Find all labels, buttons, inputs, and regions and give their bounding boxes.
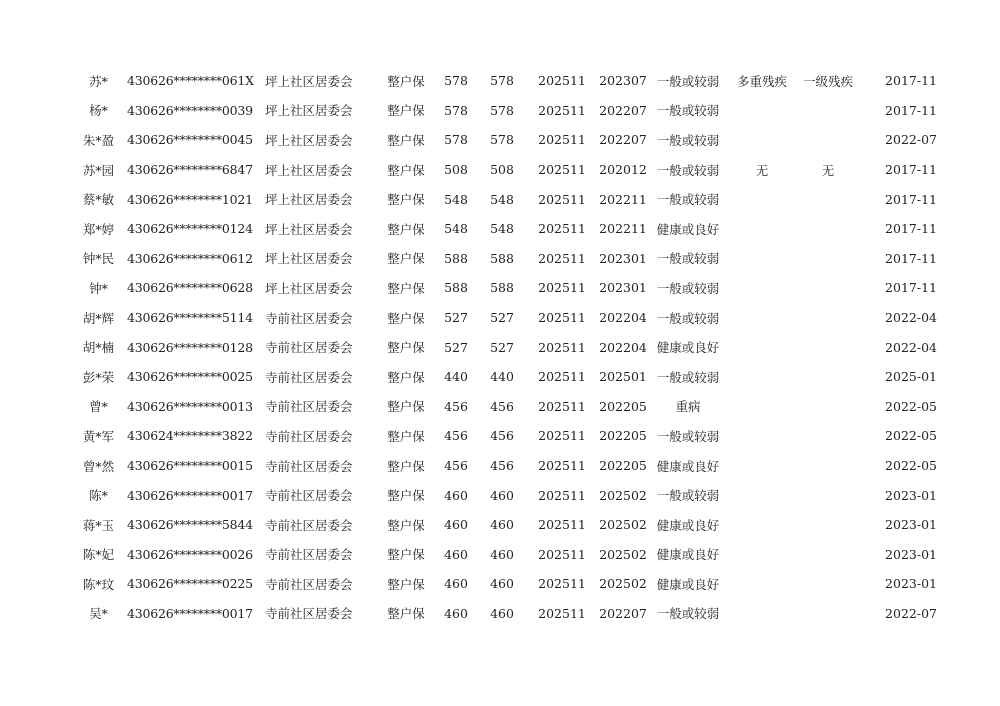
standard-cell: 460 (444, 487, 468, 503)
disability-cell (727, 362, 797, 392)
table-row (70, 421, 937, 451)
id-number-cell: 430626********5844 (127, 517, 253, 533)
community-cell: 坪上社区居委会 (265, 162, 353, 178)
period-start-cell: 202207 (599, 605, 647, 621)
period-end-cell: 202511 (538, 73, 586, 89)
health-cell: 健康或良好 (656, 458, 720, 474)
id-number-cell: 430624********3822 (127, 428, 253, 444)
health-cell: 一般或较弱 (656, 162, 720, 178)
disability-level-cell (797, 569, 859, 599)
disability-cell (727, 451, 797, 481)
period-start-cell: 202211 (599, 221, 647, 237)
period-end-cell: 202511 (538, 458, 586, 474)
standard-cell: 578 (444, 73, 468, 89)
disability-level-cell (797, 332, 859, 362)
amount-cell: 460 (490, 517, 514, 533)
standard-cell: 460 (444, 546, 468, 562)
community-cell: 坪上社区居委会 (265, 221, 353, 237)
standard-cell: 456 (444, 398, 468, 414)
health-cell: 一般或较弱 (656, 132, 720, 148)
name-cell: 陈* (89, 488, 108, 504)
standard-cell: 460 (444, 517, 468, 533)
security-type-cell: 整户保 (387, 399, 425, 415)
name-cell: 钟* (89, 280, 108, 296)
standard-cell: 588 (444, 280, 468, 296)
amount-cell: 460 (490, 546, 514, 562)
disability-cell (727, 332, 797, 362)
security-type-cell: 整户保 (387, 251, 425, 267)
disability-level-cell (797, 96, 859, 126)
subsistence-roster-table (70, 66, 937, 628)
table-row (70, 510, 937, 540)
disability-level-cell (797, 599, 859, 629)
period-start-cell: 202502 (599, 517, 647, 533)
date-cell: 2022-05 (885, 428, 937, 444)
community-cell: 寺前社区居委会 (265, 517, 353, 533)
community-cell: 坪上社区居委会 (265, 103, 353, 119)
period-end-cell: 202511 (538, 132, 586, 148)
period-end-cell: 202511 (538, 162, 586, 178)
date-cell: 2022-05 (885, 458, 937, 474)
table-row (70, 184, 937, 214)
period-end-cell: 202511 (538, 546, 586, 562)
amount-cell: 527 (490, 339, 514, 355)
amount-cell: 456 (490, 428, 514, 444)
community-cell: 寺前社区居委会 (265, 606, 353, 622)
health-cell: 重病 (675, 399, 701, 415)
id-number-cell: 430626********0124 (127, 221, 253, 237)
health-cell: 一般或较弱 (656, 73, 720, 89)
date-cell: 2022-07 (885, 605, 937, 621)
health-cell: 健康或良好 (656, 547, 720, 563)
id-number-cell: 430626********0039 (127, 102, 253, 118)
period-end-cell: 202511 (538, 605, 586, 621)
name-cell: 胡*楠 (82, 340, 115, 356)
standard-cell: 456 (444, 458, 468, 474)
disability-cell (727, 510, 797, 540)
security-type-cell: 整户保 (387, 221, 425, 237)
period-end-cell: 202511 (538, 191, 586, 207)
community-cell: 寺前社区居委会 (265, 369, 353, 385)
table-row (70, 599, 937, 629)
community-cell: 坪上社区居委会 (265, 192, 353, 208)
period-start-cell: 202207 (599, 132, 647, 148)
date-cell: 2017-11 (885, 250, 937, 266)
date-cell: 2017-11 (885, 102, 937, 118)
id-number-cell: 430626********0017 (127, 605, 253, 621)
date-cell: 2017-11 (885, 191, 937, 207)
table-row (70, 451, 937, 481)
security-type-cell: 整户保 (387, 280, 425, 296)
period-start-cell: 202205 (599, 458, 647, 474)
name-cell: 彭*荣 (82, 369, 115, 385)
security-type-cell: 整户保 (387, 488, 425, 504)
amount-cell: 578 (490, 73, 514, 89)
standard-cell: 527 (444, 339, 468, 355)
date-cell: 2023-01 (885, 576, 937, 592)
table-row (70, 214, 937, 244)
date-cell: 2017-11 (885, 221, 937, 237)
period-start-cell: 202301 (599, 280, 647, 296)
disability-level-cell (797, 273, 859, 303)
health-cell: 一般或较弱 (656, 428, 720, 444)
disability-cell (727, 96, 797, 126)
disability-cell: 多重残疾 (736, 73, 787, 89)
id-number-cell: 430626********0612 (127, 250, 253, 266)
health-cell: 一般或较弱 (656, 369, 720, 385)
disability-level-cell (797, 303, 859, 333)
disability-cell (727, 273, 797, 303)
id-number-cell: 430626********0628 (127, 280, 253, 296)
table-row (70, 392, 937, 422)
community-cell: 寺前社区居委会 (265, 340, 353, 356)
community-cell: 坪上社区居委会 (265, 280, 353, 296)
date-cell: 2017-11 (885, 162, 937, 178)
date-cell: 2022-04 (885, 339, 937, 355)
id-number-cell: 430626********1021 (127, 191, 253, 207)
amount-cell: 460 (490, 605, 514, 621)
standard-cell: 578 (444, 132, 468, 148)
period-start-cell: 202207 (599, 102, 647, 118)
standard-cell: 460 (444, 576, 468, 592)
id-number-cell: 430626********0225 (127, 576, 253, 592)
date-cell: 2017-11 (885, 280, 937, 296)
disability-cell (727, 184, 797, 214)
disability-level-cell (797, 184, 859, 214)
security-type-cell: 整户保 (387, 517, 425, 533)
disability-cell (727, 480, 797, 510)
health-cell: 一般或较弱 (656, 192, 720, 208)
period-start-cell: 202307 (599, 73, 647, 89)
id-number-cell: 430626********0128 (127, 339, 253, 355)
amount-cell: 460 (490, 487, 514, 503)
amount-cell: 527 (490, 310, 514, 326)
amount-cell: 578 (490, 132, 514, 148)
period-end-cell: 202511 (538, 369, 586, 385)
table-row (70, 540, 937, 570)
disability-level-cell (797, 214, 859, 244)
table-row (70, 96, 937, 126)
health-cell: 一般或较弱 (656, 280, 720, 296)
disability-level-cell (797, 244, 859, 274)
id-number-cell: 430626********6847 (127, 162, 253, 178)
disability-level-cell (797, 480, 859, 510)
disability-cell (727, 244, 797, 274)
disability-cell (727, 303, 797, 333)
security-type-cell: 整户保 (387, 458, 425, 474)
community-cell: 坪上社区居委会 (265, 251, 353, 267)
table-row (70, 66, 937, 96)
name-cell: 苏*园 (82, 162, 115, 178)
security-type-cell: 整户保 (387, 132, 425, 148)
health-cell: 一般或较弱 (656, 606, 720, 622)
id-number-cell: 430626********0017 (127, 487, 253, 503)
standard-cell: 588 (444, 250, 468, 266)
security-type-cell: 整户保 (387, 547, 425, 563)
table-row (70, 125, 937, 155)
name-cell: 钟*民 (82, 251, 115, 267)
name-cell: 蒋*玉 (82, 517, 115, 533)
period-end-cell: 202511 (538, 576, 586, 592)
security-type-cell: 整户保 (387, 73, 425, 89)
disability-cell (727, 599, 797, 629)
date-cell: 2025-01 (885, 369, 937, 385)
security-type-cell: 整户保 (387, 162, 425, 178)
disability-level-cell (797, 510, 859, 540)
health-cell: 一般或较弱 (656, 103, 720, 119)
name-cell: 杨* (89, 103, 108, 119)
name-cell: 胡*辉 (82, 310, 115, 326)
name-cell: 黄*军 (82, 428, 115, 444)
name-cell: 吴* (89, 606, 108, 622)
table-row (70, 273, 937, 303)
disability-level-cell: 一级残疾 (802, 73, 853, 89)
table-row (70, 303, 937, 333)
name-cell: 陈*妃 (82, 547, 115, 563)
period-end-cell: 202511 (538, 221, 586, 237)
standard-cell: 548 (444, 221, 468, 237)
amount-cell: 440 (490, 369, 514, 385)
community-cell: 寺前社区居委会 (265, 458, 353, 474)
security-type-cell: 整户保 (387, 192, 425, 208)
standard-cell: 508 (444, 162, 468, 178)
id-number-cell: 430626********0015 (127, 458, 253, 474)
id-number-cell: 430626********0045 (127, 132, 253, 148)
period-end-cell: 202511 (538, 487, 586, 503)
standard-cell: 440 (444, 369, 468, 385)
standard-cell: 578 (444, 102, 468, 118)
period-start-cell: 202301 (599, 250, 647, 266)
community-cell: 寺前社区居委会 (265, 310, 353, 326)
amount-cell: 508 (490, 162, 514, 178)
period-start-cell: 202204 (599, 339, 647, 355)
disability-level-cell: 无 (821, 162, 835, 178)
period-start-cell: 202502 (599, 546, 647, 562)
standard-cell: 456 (444, 428, 468, 444)
disability-level-cell (797, 421, 859, 451)
period-start-cell: 202502 (599, 576, 647, 592)
id-number-cell: 430626********0026 (127, 546, 253, 562)
roster-body (70, 66, 937, 628)
health-cell: 健康或良好 (656, 576, 720, 592)
amount-cell: 588 (490, 280, 514, 296)
period-start-cell: 202501 (599, 369, 647, 385)
period-start-cell: 202012 (599, 162, 647, 178)
health-cell: 健康或良好 (656, 517, 720, 533)
period-start-cell: 202205 (599, 428, 647, 444)
community-cell: 寺前社区居委会 (265, 547, 353, 563)
id-number-cell: 430626********5114 (127, 310, 253, 326)
amount-cell: 588 (490, 250, 514, 266)
security-type-cell: 整户保 (387, 340, 425, 356)
period-start-cell: 202502 (599, 487, 647, 503)
security-type-cell: 整户保 (387, 606, 425, 622)
name-cell: 曾* (89, 399, 108, 415)
disability-level-cell (797, 451, 859, 481)
period-end-cell: 202511 (538, 310, 586, 326)
period-end-cell: 202511 (538, 280, 586, 296)
disability-level-cell (797, 392, 859, 422)
period-end-cell: 202511 (538, 517, 586, 533)
period-end-cell: 202511 (538, 428, 586, 444)
name-cell: 郑*婷 (82, 221, 115, 237)
name-cell: 陈*玟 (82, 576, 115, 592)
table-row (70, 569, 937, 599)
disability-level-cell (797, 125, 859, 155)
community-cell: 寺前社区居委会 (265, 488, 353, 504)
table-row (70, 244, 937, 274)
name-cell: 蔡*敏 (82, 192, 115, 208)
period-end-cell: 202511 (538, 102, 586, 118)
table-row (70, 480, 937, 510)
amount-cell: 548 (490, 221, 514, 237)
security-type-cell: 整户保 (387, 428, 425, 444)
date-cell: 2022-05 (885, 398, 937, 414)
amount-cell: 578 (490, 102, 514, 118)
community-cell: 寺前社区居委会 (265, 576, 353, 592)
community-cell: 坪上社区居委会 (265, 132, 353, 148)
date-cell: 2023-01 (885, 487, 937, 503)
health-cell: 一般或较弱 (656, 251, 720, 267)
community-cell: 寺前社区居委会 (265, 428, 353, 444)
disability-cell (727, 392, 797, 422)
security-type-cell: 整户保 (387, 369, 425, 385)
amount-cell: 456 (490, 458, 514, 474)
amount-cell: 456 (490, 398, 514, 414)
disability-cell (727, 421, 797, 451)
disability-cell (727, 569, 797, 599)
period-start-cell: 202211 (599, 191, 647, 207)
period-start-cell: 202204 (599, 310, 647, 326)
name-cell: 苏* (89, 73, 108, 89)
security-type-cell: 整户保 (387, 310, 425, 326)
date-cell: 2022-07 (885, 132, 937, 148)
health-cell: 一般或较弱 (656, 310, 720, 326)
security-type-cell: 整户保 (387, 103, 425, 119)
disability-cell: 无 (755, 162, 769, 178)
period-end-cell: 202511 (538, 398, 586, 414)
disability-cell (727, 540, 797, 570)
health-cell: 健康或良好 (656, 340, 720, 356)
date-cell: 2023-01 (885, 517, 937, 533)
period-start-cell: 202205 (599, 398, 647, 414)
community-cell: 寺前社区居委会 (265, 399, 353, 415)
amount-cell: 460 (490, 576, 514, 592)
date-cell: 2017-11 (885, 73, 937, 89)
health-cell: 健康或良好 (656, 221, 720, 237)
date-cell: 2023-01 (885, 546, 937, 562)
amount-cell: 548 (490, 191, 514, 207)
standard-cell: 527 (444, 310, 468, 326)
disability-level-cell (797, 540, 859, 570)
date-cell: 2022-04 (885, 310, 937, 326)
community-cell: 坪上社区居委会 (265, 73, 353, 89)
standard-cell: 460 (444, 605, 468, 621)
period-end-cell: 202511 (538, 339, 586, 355)
table-row (70, 332, 937, 362)
standard-cell: 548 (444, 191, 468, 207)
period-end-cell: 202511 (538, 250, 586, 266)
health-cell: 一般或较弱 (656, 488, 720, 504)
table-row (70, 362, 937, 392)
name-cell: 朱*盈 (82, 132, 115, 148)
disability-cell (727, 214, 797, 244)
id-number-cell: 430626********061X (127, 73, 254, 89)
id-number-cell: 430626********0013 (127, 398, 253, 414)
security-type-cell: 整户保 (387, 576, 425, 592)
disability-level-cell (797, 362, 859, 392)
table-row (70, 155, 937, 185)
id-number-cell: 430626********0025 (127, 369, 253, 385)
disability-cell (727, 125, 797, 155)
name-cell: 曾*然 (82, 458, 115, 474)
